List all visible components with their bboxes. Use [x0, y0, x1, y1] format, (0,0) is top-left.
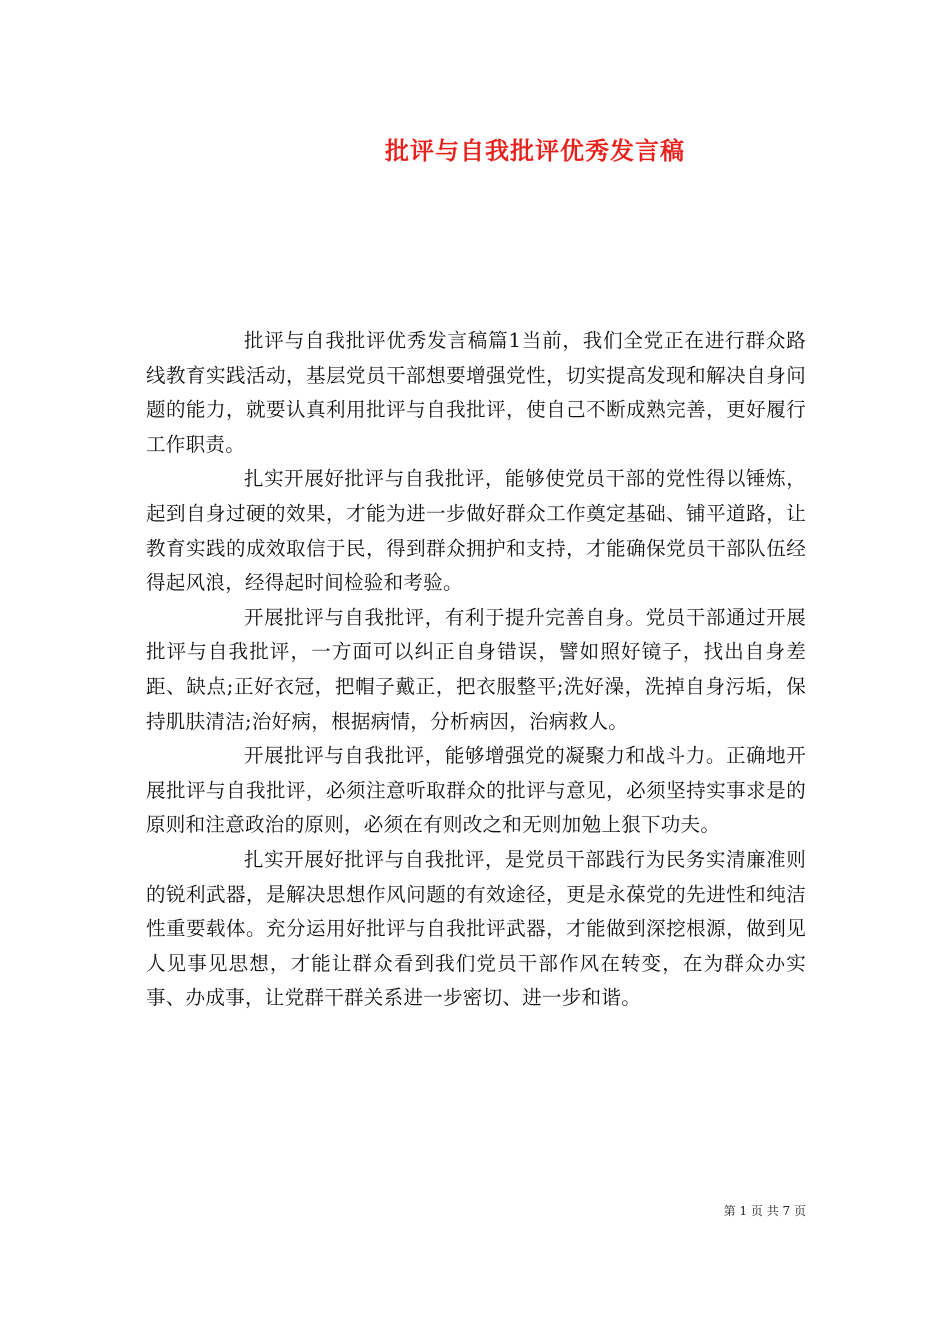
paragraph: 扎实开展好批评与自我批评，能够使党员干部的党性得以锤炼，起到自身过硬的效果，才能为进一步做好群众工作奠定基础、铺平道路，让教育实践的成效取信于民，得到群众拥护和支持，才能确保党员干部队伍经得起风浪，经得起时间检验和考验。: [146, 467, 806, 595]
paragraph: 扎实开展好批评与自我批评，是党员干部践行为民务实清廉准则的锐利武器，是解决思想作风问题的有效途径，更是永葆党的先进性和纯洁性重要载体。充分运用好批评与自我批评武器，才能做到深挖根源，做到见人见事见思想，才能让群众看到我们党员干部作风在转变，在为群众办实事、办成事，让党群干群关系进一步密切、进一步和谐。: [146, 847, 806, 1010]
document-title: 批评与自我批评优秀发言稿: [385, 136, 685, 165]
page-number: 第 1 页 共 7 页: [723, 1204, 806, 1218]
paragraph: 开展批评与自我批评，有利于提升完善自身。党员干部通过开展批评与自我批评，一方面可以纠正自身错误，譬如照好镜子，找出自身差距、缺点;正好衣冠，把帽子戴正，把衣服整平;洗好澡，洗掉自身污垢，保持肌肤清洁;治好病，根据病情，分析病因，治病救人。: [146, 605, 806, 733]
paragraph: 批评与自我批评优秀发言稿篇1当前，我们全党正在进行群众路线教育实践活动，基层党员干部想要增强党性，切实提高发现和解决自身问题的能力，就要认真利用批评与自我批评，使自己不断成熟完善，更好履行工作职责。: [146, 329, 806, 456]
paragraph: 开展批评与自我批评，能够增强党的凝聚力和战斗力。正确地开展批评与自我批评，必须注意听取群众的批评与意见，必须坚持实事求是的原则和注意政治的原则，必须在有则改之和无则加勉上狠下功夫。: [146, 744, 806, 837]
document-body: [146, 324, 806, 1016]
